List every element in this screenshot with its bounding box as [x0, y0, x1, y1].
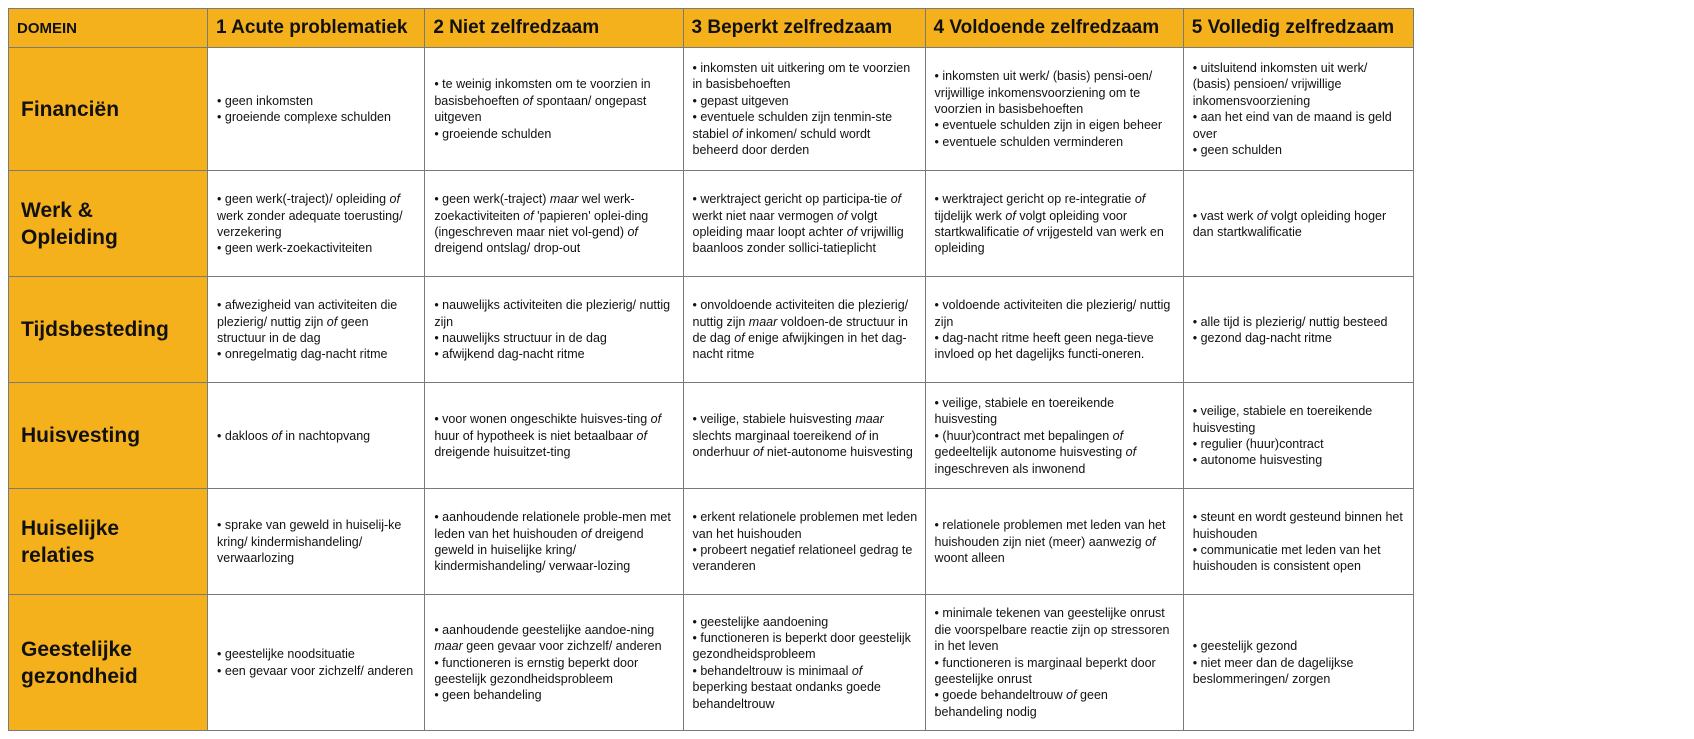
criterion-item: • onregelmatig dag-nacht ritme: [217, 346, 418, 362]
criterion-item: • geestelijke aandoening: [693, 614, 919, 630]
column-header-level-1: 1 Acute problematiek: [208, 9, 425, 48]
criterion-item: • aanhoudende geestelijke aandoe-ning maar geen gevaar voor zichzelf/ anderen: [434, 622, 676, 655]
domain-label: Geestelijke gezondheid: [9, 595, 208, 731]
criteria-list: [1193, 509, 1407, 575]
criterion-item: • behandeltrouw is minimaal of beperking bestaat ondanks goede behandeltrouw: [693, 663, 919, 712]
criteria-list: [935, 68, 1177, 150]
level-4-cell: [925, 383, 1183, 489]
matrix-body: [9, 48, 1414, 731]
domain-row-geestelijke-gezondheid: [9, 595, 1414, 731]
level-4-cell: [925, 171, 1183, 277]
criterion-item: • nauwelijks activiteiten die plezierig/ nuttig zijn: [434, 297, 676, 330]
criterion-item: • communicatie met leden van het huishouden is consistent open: [1193, 542, 1407, 575]
criterion-item: • gezond dag-nacht ritme: [1193, 330, 1407, 346]
criterion-item: • relationele problemen met leden van het huishouden zijn niet (meer) aanwezig of woont alleen: [935, 517, 1177, 566]
criterion-item: • dag-nacht ritme heeft geen nega-tieve invloed op het dagelijks functi-oneren.: [935, 330, 1177, 363]
level-5-cell: [1183, 489, 1413, 595]
domain-row-tijdsbesteding: [9, 277, 1414, 383]
criterion-item: • goede behandeltrouw of geen behandeling nodig: [935, 687, 1177, 720]
domain-row-werk-opleiding: [9, 171, 1414, 277]
criterion-item: • dakloos of in nachtopvang: [217, 428, 418, 444]
criteria-list: [693, 60, 919, 158]
column-header-domain: DOMEIN: [9, 9, 208, 48]
column-header-level-2: 2 Niet zelfredzaam: [425, 9, 683, 48]
level-3-cell: [683, 48, 925, 171]
domain-row-huiselijke-relaties: [9, 489, 1414, 595]
domain-label: Huisvesting: [9, 383, 208, 489]
criteria-list: [693, 297, 919, 363]
self-sufficiency-matrix-table: [8, 8, 1414, 731]
criterion-item: • eventuele schulden verminderen: [935, 134, 1177, 150]
level-5-cell: [1183, 277, 1413, 383]
level-1-cell: [208, 277, 425, 383]
criteria-list: [434, 411, 676, 460]
criterion-item: • inkomsten uit uitkering om te voorzien in basisbehoeften: [693, 60, 919, 93]
criteria-list: [935, 605, 1177, 720]
criterion-item: • veilige, stabiele huisvesting maar slechts marginaal toereikend of in onderhuur of niet-autonome huisvesting: [693, 411, 919, 460]
domain-label: Werk & Opleiding: [9, 171, 208, 277]
criteria-list: [1193, 314, 1407, 347]
column-header-level-4: 4 Voldoende zelfredzaam: [925, 9, 1183, 48]
criterion-item: • veilige, stabiele en toereikende huisvesting: [1193, 403, 1407, 436]
criteria-list: [693, 614, 919, 712]
criteria-list: [434, 191, 676, 257]
criterion-item: • sprake van geweld in huiselij-ke kring/ kindermishandeling/ verwaarlozing: [217, 517, 418, 566]
criteria-list: [217, 297, 418, 363]
level-4-cell: [925, 489, 1183, 595]
level-2-cell: [425, 48, 683, 171]
criterion-item: • eventuele schulden zijn tenmin-ste stabiel of inkomen/ schuld wordt beheerd door derden: [693, 109, 919, 158]
criterion-item: • uitsluitend inkomsten uit werk/ (basis) pensioen/ vrijwillige inkomensvoorziening: [1193, 60, 1407, 109]
criteria-list: [935, 297, 1177, 363]
level-4-cell: [925, 48, 1183, 171]
criterion-item: • voldoende activiteiten die plezierig/ nuttig zijn: [935, 297, 1177, 330]
criterion-item: • alle tijd is plezierig/ nuttig besteed: [1193, 314, 1407, 330]
criterion-item: • groeiende schulden: [434, 126, 676, 142]
criteria-list: [434, 76, 676, 142]
criterion-item: • geen werk(-traject)/ opleiding of werk zonder adequate toerusting/ verzekering: [217, 191, 418, 240]
criterion-item: • een gevaar voor zichzelf/ anderen: [217, 663, 418, 679]
criterion-item: • vast werk of volgt opleiding hoger dan startkwalificatie: [1193, 208, 1407, 241]
level-1-cell: [208, 383, 425, 489]
criterion-item: • onvoldoende activiteiten die plezierig/ nuttig zijn maar voldoen-de structuur in de dag of enige afwijkingen in het dag-nacht ritme: [693, 297, 919, 363]
level-3-cell: [683, 595, 925, 731]
criterion-item: • inkomsten uit werk/ (basis) pensi-oen/ vrijwillige inkomensvoorziening om te voorzien in basisbehoeften: [935, 68, 1177, 117]
criterion-item: • aan het eind van de maand is geld over: [1193, 109, 1407, 142]
criterion-item: • geestelijk gezond: [1193, 638, 1407, 654]
level-3-cell: [683, 277, 925, 383]
criterion-item: • minimale tekenen van geestelijke onrust die voorspelbare reactie zijn op stressoren in het leven: [935, 605, 1177, 654]
level-5-cell: [1183, 48, 1413, 171]
level-1-cell: [208, 48, 425, 171]
criterion-item: • afwijkend dag-nacht ritme: [434, 346, 676, 362]
criterion-item: • niet meer dan de dagelijkse beslommeringen/ zorgen: [1193, 655, 1407, 688]
criteria-list: [935, 191, 1177, 257]
criteria-list: [434, 509, 676, 575]
criteria-list: [693, 509, 919, 575]
level-3-cell: [683, 383, 925, 489]
criteria-list: [935, 395, 1177, 477]
criteria-list: [1193, 208, 1407, 241]
level-1-cell: [208, 595, 425, 731]
level-2-cell: [425, 595, 683, 731]
column-header-level-3: 3 Beperkt zelfredzaam: [683, 9, 925, 48]
criteria-list: [217, 428, 418, 444]
criteria-list: [217, 191, 418, 257]
level-2-cell: [425, 171, 683, 277]
criterion-item: • veilige, stabiele en toereikende huisvesting: [935, 395, 1177, 428]
level-2-cell: [425, 383, 683, 489]
criterion-item: • geestelijke noodsituatie: [217, 646, 418, 662]
criterion-item: • (huur)contract met bepalingen of gedeeltelijk autonome huisvesting of ingeschreven als inwonend: [935, 428, 1177, 477]
level-3-cell: [683, 489, 925, 595]
criterion-item: • functioneren is beperkt door geestelijk gezondheidsprobleem: [693, 630, 919, 663]
criterion-item: • autonome huisvesting: [1193, 452, 1407, 468]
criterion-item: • te weinig inkomsten om te voorzien in basisbehoeften of spontaan/ ongepast uitgeven: [434, 76, 676, 125]
criterion-item: • geen schulden: [1193, 142, 1407, 158]
criteria-list: [935, 517, 1177, 566]
criterion-item: • functioneren is ernstig beperkt door geestelijk gezondheidsprobleem: [434, 655, 676, 688]
level-1-cell: [208, 489, 425, 595]
level-1-cell: [208, 171, 425, 277]
level-4-cell: [925, 277, 1183, 383]
criterion-item: • geen behandeling: [434, 687, 676, 703]
criteria-list: [1193, 403, 1407, 469]
criterion-item: • voor wonen ongeschikte huisves-ting of huur of hypotheek is niet betaalbaar of dreigende huisuitzet-ting: [434, 411, 676, 460]
criterion-item: • regulier (huur)contract: [1193, 436, 1407, 452]
criteria-list: [217, 517, 418, 566]
domain-label: Tijdsbesteding: [9, 277, 208, 383]
domain-row-huisvesting: [9, 383, 1414, 489]
criterion-item: • probeert negatief relationeel gedrag te veranderen: [693, 542, 919, 575]
criterion-item: • erkent relationele problemen met leden van het huishouden: [693, 509, 919, 542]
criteria-list: [1193, 638, 1407, 687]
criteria-list: [434, 297, 676, 363]
criterion-item: • aanhoudende relationele proble-men met leden van het huishouden of dreigend geweld in huiselijke kring/ kindermishandeling/ verwaar-lozing: [434, 509, 676, 575]
criterion-item: • geen werk(-traject) maar wel werk-zoekactiviteiten of 'papieren' oplei-ding (ingeschreven maar niet vol-gend) of dreigend ontslag/ drop-out: [434, 191, 676, 257]
domain-label: Financiën: [9, 48, 208, 171]
criterion-item: • werktraject gericht op participa-tie of werkt niet naar vermogen of volgt opleiding maar loopt achter of vrijwillig baanloos zonder sollici-tatieplicht: [693, 191, 919, 257]
criterion-item: • werktraject gericht op re-integratie of tijdelijk werk of volgt opleiding voor startkwalificatie of vrijgesteld van werk en opleiding: [935, 191, 1177, 257]
criterion-item: • functioneren is marginaal beperkt door geestelijke onrust: [935, 655, 1177, 688]
level-5-cell: [1183, 595, 1413, 731]
level-2-cell: [425, 277, 683, 383]
criterion-item: • afwezigheid van activiteiten die plezierig/ nuttig zijn of geen structuur in de dag: [217, 297, 418, 346]
criterion-item: • geen inkomsten: [217, 93, 418, 109]
criteria-list: [1193, 60, 1407, 158]
criterion-item: • steunt en wordt gesteund binnen het huishouden: [1193, 509, 1407, 542]
domain-row-financien: [9, 48, 1414, 171]
level-3-cell: [683, 171, 925, 277]
level-2-cell: [425, 489, 683, 595]
level-5-cell: [1183, 383, 1413, 489]
criteria-list: [217, 646, 418, 679]
criteria-list: [693, 191, 919, 257]
level-5-cell: [1183, 171, 1413, 277]
domain-label: Huiselijke relaties: [9, 489, 208, 595]
criterion-item: • groeiende complexe schulden: [217, 109, 418, 125]
criterion-item: • eventuele schulden zijn in eigen beheer: [935, 117, 1177, 133]
criteria-list: [693, 411, 919, 460]
header-row: [9, 9, 1414, 48]
criterion-item: • geen werk-zoekactiviteiten: [217, 240, 418, 256]
criterion-item: • nauwelijks structuur in de dag: [434, 330, 676, 346]
level-4-cell: [925, 595, 1183, 731]
criteria-list: [434, 622, 676, 704]
criteria-list: [217, 93, 418, 126]
column-header-level-5: 5 Volledig zelfredzaam: [1183, 9, 1413, 48]
criterion-item: • gepast uitgeven: [693, 93, 919, 109]
